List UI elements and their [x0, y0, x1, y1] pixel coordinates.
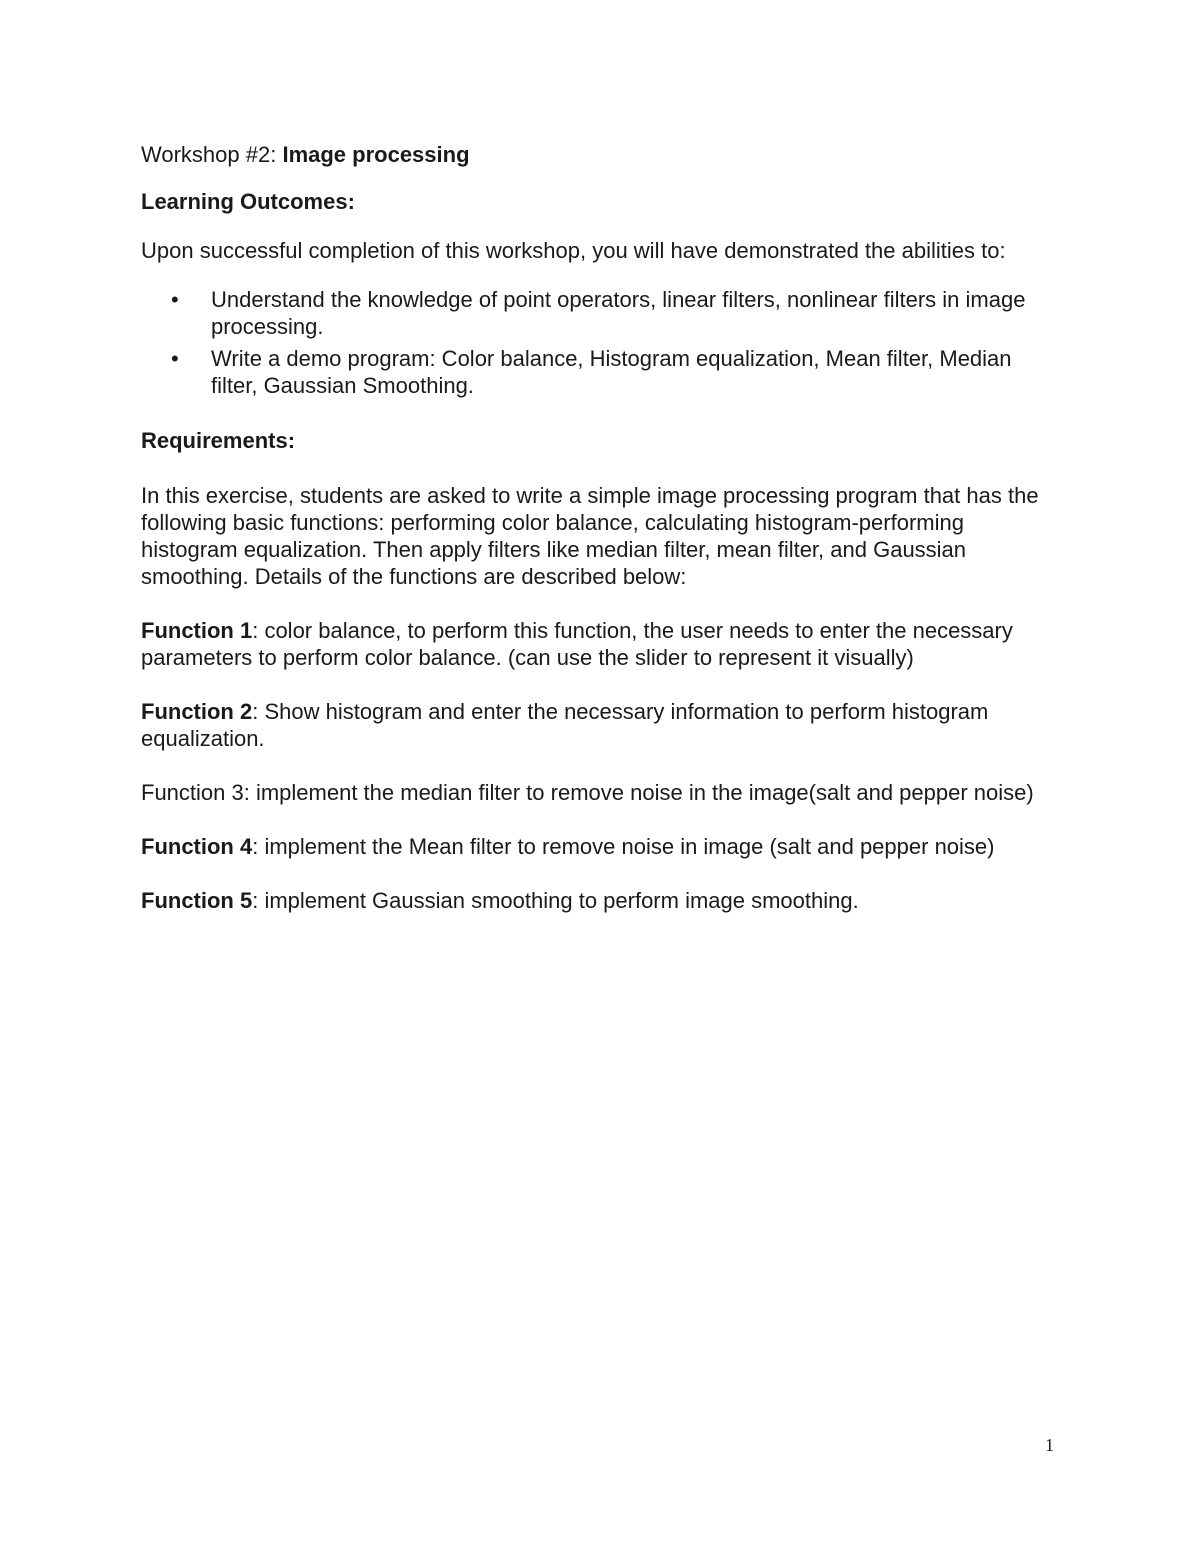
function-text: Function 3: implement the median filter to remove noise in the image(salt and pepper noise): [141, 780, 1034, 805]
bullet-icon: •: [171, 346, 179, 371]
requirements-heading: Requirements:: [141, 428, 296, 453]
function-text: : implement Gaussian smoothing to perform image smoothing.: [252, 888, 859, 913]
title-main: Image processing: [282, 142, 470, 167]
function-3-paragraph: [141, 779, 1061, 806]
function-label: Function 5: [141, 888, 253, 913]
learning-outcomes-heading: Learning Outcomes:: [141, 189, 355, 214]
function-2-paragraph: [141, 698, 1061, 752]
list-item: [141, 345, 1061, 399]
function-text: : implement the Mean filter to remove noise in image (salt and pepper noise): [252, 834, 995, 859]
function-4-paragraph: [141, 833, 1061, 860]
learning-outcomes-intro: Upon successful completion of this workshop, you will have demonstrated the abilities to:: [141, 238, 1006, 263]
function-text: : Show histogram and enter the necessary information to perform histogram equalization.: [141, 699, 989, 751]
requirements-body: In this exercise, students are asked to write a simple image processing program that has the following basic functions: performing color balance, calculating histogram-performing histogram equalization. Then apply filters like median filter, mean filter, and Gaussian smoothing. Details of the functions are described below:: [141, 483, 1039, 589]
function-text: : color balance, to perform this function, the user needs to enter the necessary parameters to perform color balance. (can use the slider to represent it visually): [141, 618, 1013, 670]
learning-outcomes-list: [141, 286, 1061, 399]
title-prefix: Workshop #2:: [141, 142, 283, 167]
function-label: Function 2: [141, 699, 253, 724]
document-body: [141, 141, 1061, 941]
list-item: [141, 286, 1061, 340]
document-title: [141, 141, 1061, 168]
list-item-text: Understand the knowledge of point operators, linear filters, nonlinear filters in image processing.: [211, 287, 1026, 339]
list-item-text: Write a demo program: Color balance, Histogram equalization, Mean filter, Median filter, Gaussian Smoothing.: [211, 346, 1012, 398]
function-label: Function 4: [141, 834, 253, 859]
bullet-icon: •: [171, 287, 179, 312]
function-1-paragraph: [141, 617, 1061, 671]
page-number: 1: [1045, 1435, 1054, 1455]
function-label: Function 1: [141, 618, 253, 643]
function-5-paragraph: [141, 887, 1061, 914]
